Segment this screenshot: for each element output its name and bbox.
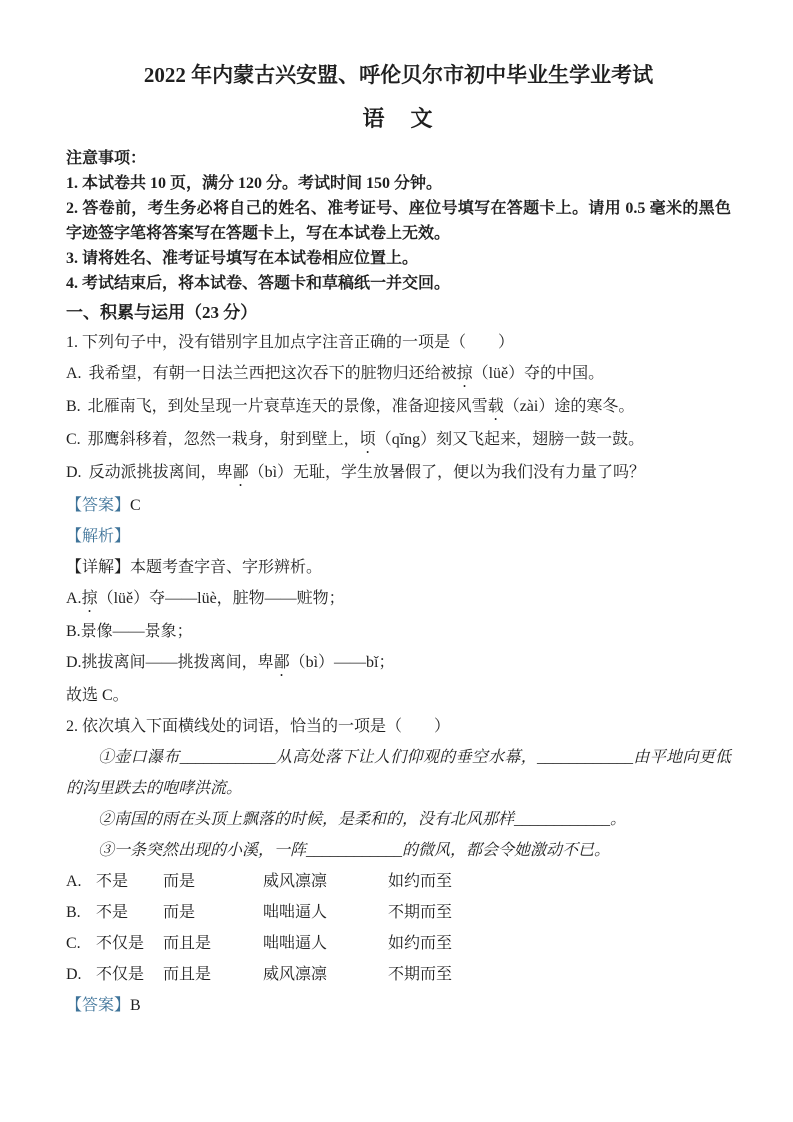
q1-point-a-label: A. — [66, 590, 82, 607]
q1-point-a-text: 掠（lüě）夺——lüè，脏物——赃物； — [81, 590, 345, 607]
q2-option-b-col3: 咄咄逼人 — [263, 904, 328, 921]
doc-subject: 语 文 — [362, 106, 435, 131]
q1-point-b — [66, 616, 731, 647]
q2-option-d-col4: 不期而至 — [388, 966, 453, 983]
q1-option-c — [66, 424, 731, 457]
section-heading: 一、积累与运用（23 分） — [66, 303, 258, 322]
q1-option-a-text: 我希望，有朝一日法兰西把这次吞下的脏物归还给被掠（lüě）夺的中国。 — [88, 365, 605, 382]
q1-conclusion: 故选 C。 — [66, 687, 129, 704]
q1-analysis-line — [66, 521, 731, 552]
q2-option-c-col1: 不仅是 — [96, 935, 145, 952]
q1-point-a — [66, 583, 731, 616]
q2-option-b-col2: 而是 — [163, 904, 196, 921]
q2-stem: 2. 依次填入下面横线处的词语，恰当的一项是（ ） — [66, 718, 451, 735]
q2-option-a-label: A. — [66, 873, 82, 890]
q2-item-2: ②南国的雨在头顶上飘落的时候，是柔和的，没有北风那样____________。 — [98, 811, 627, 828]
q1-option-b-text: 北雁南飞，到处呈现一片衰草连天的景像，准备迎接风雪载（zài）途的寒冬。 — [87, 398, 635, 415]
notice-item-3: 3. 请将姓名、准考证号填写在本试卷相应位置上。 — [66, 250, 419, 267]
q2-option-b — [66, 897, 731, 928]
q2-option-d-col3: 威风凛凛 — [263, 966, 328, 983]
q2-option-b-label: B. — [66, 904, 81, 921]
q1-option-c-text: 那鹰斜移着，忽然一栽身，射到壁上，顷（qǐng）刻又飞起来，翅膀一鼓一鼓。 — [87, 431, 645, 448]
q2-option-a-col4: 如约而至 — [388, 873, 453, 890]
q2-answer-line — [66, 990, 731, 1021]
q2-option-b-col4: 不期而至 — [388, 904, 453, 921]
q1-analysis-label: 【解析】 — [66, 528, 131, 545]
q1-option-b-label: B. — [66, 398, 81, 415]
q2-answer-value: B — [130, 997, 141, 1014]
q2-option-a-col2: 而是 — [163, 873, 196, 890]
doc-title: 2022 年内蒙古兴安盟、呼伦贝尔市初中毕业生学业考试 — [143, 63, 654, 87]
notice-heading: 注意事项： — [66, 150, 147, 167]
q2-option-d-label: D. — [66, 966, 82, 983]
q1-stem: 1. 下列句子中，没有错别字且加点字注音正确的一项是（ ） — [66, 334, 515, 351]
q1-detail-label: 【详解】 — [66, 559, 131, 576]
notice-item-4: 4. 考试结束后，将本试卷、答题卡和草稿纸一并交回。 — [66, 275, 451, 292]
q2-option-c-col3: 咄咄逼人 — [263, 935, 328, 952]
q2-answer-label: 【答案】 — [66, 997, 131, 1014]
q2-option-d — [66, 959, 731, 990]
q2-option-d-col2: 而且是 — [163, 966, 212, 983]
q2-option-a-col1: 不是 — [96, 873, 129, 890]
question-2 — [66, 711, 731, 1021]
q2-option-c-label: C. — [66, 935, 81, 952]
q2-item-3: ③一条突然出现的小溪，一阵____________的微风，都会令她激动不已。 — [98, 842, 611, 859]
notice-section — [66, 146, 731, 296]
q2-option-c-col2: 而且是 — [163, 935, 212, 952]
q1-point-d — [66, 647, 731, 680]
q1-point-b-label: B. — [66, 623, 81, 640]
q1-option-d-label: D. — [66, 464, 82, 481]
q1-option-a-label: A. — [66, 365, 82, 382]
q2-option-d-col1: 不仅是 — [96, 966, 145, 983]
notice-item-1: 1. 本试卷共 10 页，满分 120 分。考试时间 150 分钟。 — [66, 175, 443, 192]
q1-point-d-label: D. — [66, 654, 82, 671]
q1-detail-text: 本题考查字音、字形辨析。 — [130, 559, 323, 576]
q2-item-1: ①壶口瀑布____________从高处落下让人们仰观的垂空水幕，____________由平地向更低的沟里跌去的咆哮洪流。 — [66, 749, 731, 797]
q1-option-a — [66, 358, 731, 391]
q2-option-c-col4: 如约而至 — [388, 935, 453, 952]
q1-point-d-text: 挑拔离间——挑拨离间，卑鄙（bì）——bǐ； — [81, 654, 395, 671]
q1-answer-value: C — [130, 497, 141, 514]
question-1 — [66, 327, 731, 711]
q2-option-b-col1: 不是 — [96, 904, 129, 921]
q1-option-d — [66, 457, 731, 490]
q1-answer-label: 【答案】 — [66, 497, 131, 514]
q1-option-d-text: 反动派挑拔离间，卑鄙（bì）无耻，学生放暑假了，便以为我们没有力量了吗？ — [88, 464, 646, 481]
q2-option-c — [66, 928, 731, 959]
notice-item-2: 2. 答卷前，考生务必将自己的姓名、准考证号、座位号填写在答题卡上。请用 0.5 毫米的黑色字迹签字笔将答案写在答题卡上，写在本试卷上无效。 — [66, 200, 731, 242]
q1-answer-line — [66, 490, 731, 521]
q1-option-b — [66, 391, 731, 424]
q2-option-a — [66, 866, 731, 897]
q1-point-b-text: 景像——景象； — [80, 623, 193, 640]
q1-detail-line — [66, 552, 731, 583]
q1-option-c-label: C. — [66, 431, 81, 448]
q2-option-a-col3: 威风凛凛 — [263, 873, 328, 890]
